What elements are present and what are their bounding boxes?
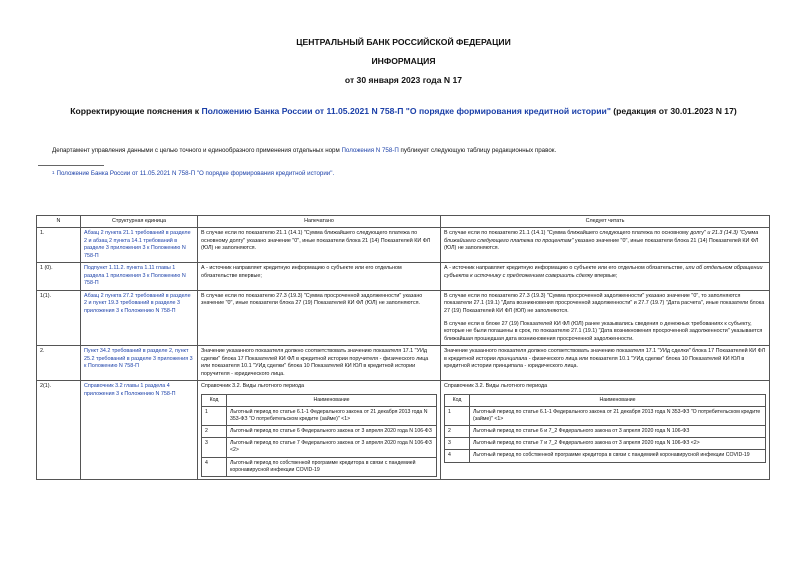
reference-row	[445, 450, 766, 462]
reference-title: Справочник 3.2. Виды льготного периода	[444, 383, 548, 390]
structural-unit-link[interactable]: Абзац 2 пункта 27.2 требований в разделе 2 и пункт 19.3 требований в разделе 3 приложения 3 к Положению N 758-П	[84, 292, 191, 314]
header-unit: Структурная единица	[81, 216, 198, 228]
table-row	[37, 263, 770, 290]
row-number: 1.	[37, 228, 81, 263]
org-title: ЦЕНТРАЛЬНЫЙ БАНК РОССИЙСКОЙ ФЕДЕРАЦИИ	[296, 37, 511, 47]
subtitle-pre: Корректирующие пояснения к	[70, 106, 202, 116]
printed-text: В случае если по показателю 21.1 (14.1) "Сумма ближайшего следующего платежа по основному долгу" указано значение "0", иные показатели блока 21 (14) Показателей КИ ФЛ (ЮЛ) не заполняются.	[198, 228, 441, 263]
reference-row	[445, 438, 766, 450]
structural-unit-link[interactable]: Абзац 2 пункта 21.1 требований в разделе 2 и абзац 2 пункта 14.1 требований в разделе 3 приложения 3 к Положению N 758-П	[84, 230, 191, 259]
reference-row	[202, 438, 437, 457]
structural-unit-link[interactable]: Подпункт 1.11.2. пункта 1.11 главы 1 раздела 1 приложения 3 к Положению N 758-П	[84, 265, 186, 287]
ref-code: 1	[445, 406, 470, 425]
printed-text: В случае если по показателю 27.3 (19.3) "Сумма просроченной задолженности" указано значение "0", иные показатели блока 27 (19) Показателей КИ ФЛ (ЮЛ) не заполняются.	[198, 290, 441, 346]
footnote-link[interactable]: Положение Банка России от 11.05.2021 N 758-П "О порядке формирования кредитной истории".	[56, 170, 335, 177]
should-read-text	[441, 290, 770, 346]
printed-text: А - источник направляет кредитную информацию о субъекте или его отдельном обязательстве впервые;	[198, 263, 441, 290]
doc-date: от 30 января 2023 года N 17	[344, 75, 463, 85]
intro-regulation-link[interactable]: Положения N 758-П	[341, 147, 399, 154]
ref-name: Льготный период по статье 6 и 7_2 Федерального закона от 3 апреля 2020 года N 106-ФЗ	[470, 426, 766, 438]
should-read-text	[441, 346, 770, 381]
ref-code: 3	[202, 438, 227, 457]
reference-row	[445, 426, 766, 438]
ref-name: Льготный период по статье 6.1-1 Федерального закона от 21 декабря 2013 года N 353-ФЗ "О потребительском кредите (займе)" <1>	[227, 406, 437, 425]
header-printed: Напечатано	[198, 216, 441, 228]
table-row	[37, 228, 770, 263]
ref-name: Льготный период по статье 6 Федерального закона от 3 апреля 2020 года N 106-ФЗ	[227, 426, 437, 438]
should-read-part: - физического лица или показателя 10.1 "УИд сделки" блока 10 Показателей КИ ЮЛ в кредитной истории принципала - юридического лица.	[444, 355, 745, 370]
reference-title: Справочник 3.2. Виды льготного периода	[201, 383, 305, 390]
corrections-table	[36, 215, 770, 480]
row-number: 2.	[37, 346, 81, 381]
inserted-text: принципала	[497, 355, 528, 362]
structural-unit-link[interactable]: Пункт 34.2 требований в разделе 2, пункт 25.2 требований в разделе 3 приложения 3 к Положению N 758-П	[84, 348, 193, 370]
row-number: 1(1).	[37, 290, 81, 346]
ref-code: 3	[445, 438, 470, 450]
ref-name: Льготный период по статье 6.1-1 Федерального закона от 21 декабря 2013 года N 353-ФЗ "О потребительском кредите (займе)" <1>	[470, 406, 766, 425]
regulation-link[interactable]: Положению Банка России от 11.05.2021 N 758-П "О порядке формирования кредитной истории"	[201, 106, 611, 116]
should-read-paragraph: В случае если по показателю 27.3 (19.3) "Сумма просроченной задолженности" указано значение "0", то заполняются показатели 27.1 (19.1) "Дата возникновения просроченной задолженности" и 27.7 (19.7) "Дата расчета", иные показатели блока 27 (19) Показателей КИ ФЛ (ЮЛ) не заполняются.	[444, 292, 765, 314]
ref-code: 2	[202, 426, 227, 438]
printed-text	[198, 381, 441, 480]
doc-type: ИНФОРМАЦИЯ	[371, 56, 436, 66]
footnote-divider	[38, 165, 104, 166]
should-read-text	[441, 381, 770, 480]
ref-name: Льготный период по собственной программе кредитора в связи с пандемией коронавирусной инфекции COVID-19	[470, 450, 766, 462]
code-header: Код	[202, 394, 227, 406]
reference-row	[202, 426, 437, 438]
intro-pre: Департамент управления данными с целью точного и единообразного применения отдельных норм	[52, 147, 342, 154]
ref-code: 4	[445, 450, 470, 462]
code-header: Код	[445, 394, 470, 406]
ref-code: 1	[202, 406, 227, 425]
row-number: 1 (0).	[37, 263, 81, 290]
header-n: N	[37, 216, 81, 228]
printed-text: Значение указанного показателя должно соответствовать значению показателя 17.1 "УИд сделки" блока 17 Показателей КИ ФЛ в кредитной истории поручителя - физического лица или показателя 10.1 "УИд сделки" блока 10 Показателей КИ ЮЛ в кредитной истории поручителя - юридического лица.	[198, 346, 441, 381]
intro-paragraph	[52, 147, 556, 154]
inserted-text: и 21.3 (14.3) "Сумма ближайшего следующего платежа по процентам"	[444, 230, 759, 244]
table-row	[37, 290, 770, 346]
name-header: Наименование	[227, 394, 437, 406]
ref-name: Льготный период по статье 7 Федерального закона от 3 апреля 2020 года N 106-ФЗ <2>	[227, 438, 437, 457]
should-read-text	[441, 263, 770, 290]
should-read-part: впервые;	[592, 272, 618, 279]
row-number: 2(1).	[37, 381, 81, 480]
footnote-marker: 1	[52, 170, 55, 175]
reference-row	[445, 406, 766, 425]
should-read-text	[441, 228, 770, 263]
table-header-row	[37, 216, 770, 228]
inserted-text: или об отдельном обращении субъекта к источнику с предложением совершить сделку	[444, 265, 763, 279]
should-read-part: указано значение "0", иные показатели блока 21 (14) Показателей КИ ФЛ (ЮЛ) не заполняются.	[444, 237, 759, 252]
should-read-part: А - источник направляет кредитную информацию о субъекте или его отдельном обязательстве,	[444, 265, 686, 272]
reference-row	[202, 457, 437, 476]
table-row	[37, 346, 770, 381]
should-read-paragraph: В случае если в блоке 27 (19) Показателей КИ ФЛ (ЮЛ) ранее указывались сведения о денежных требованиях к субъекту, которые не были погашены в срок, по показателю 27.1 (19.1) "Дата возникновения просроченной задолженности" указывается ближайшая прошедшая дата возникновения просроченной задолженности.	[444, 320, 763, 342]
subtitle-post: (редакция от 30.01.2023 N 17)	[610, 106, 737, 116]
printed-reference-table	[201, 394, 437, 477]
name-header: Наименование	[470, 394, 766, 406]
table-row	[37, 381, 770, 480]
ref-code: 2	[445, 426, 470, 438]
should-read-part: Значение указанного показателя должно соответствовать значению показателя 17.1 "УИд сделки" блока 17 Показателей КИ ФЛ в кредитной истории	[444, 348, 766, 362]
should-read-part: В случае если по показателю 21.1 (14.1) "Сумма ближайшего следующего платежа по основному долгу"	[444, 230, 708, 237]
header-should: Следует читать	[441, 216, 770, 228]
ref-code: 4	[202, 457, 227, 476]
doc-subtitle	[0, 106, 807, 116]
ref-name: Льготный период по собственной программе кредитора в связи с пандемией коронавирусной инфекции COVID-19	[227, 457, 437, 476]
reference-row	[202, 406, 437, 425]
structural-unit-link[interactable]: Справочник 3.2 главы 1 раздела 4 приложения 3 к Положению N 758-П	[84, 383, 176, 397]
ref-name: Льготный период по статье 7 и 7_2 Федерального закона от 3 апреля 2020 года N 106-ФЗ <2>	[470, 438, 766, 450]
footnote	[52, 170, 334, 177]
intro-post: публикует следующую таблицу редакционных правок.	[398, 147, 557, 154]
should-reference-table	[444, 394, 766, 463]
